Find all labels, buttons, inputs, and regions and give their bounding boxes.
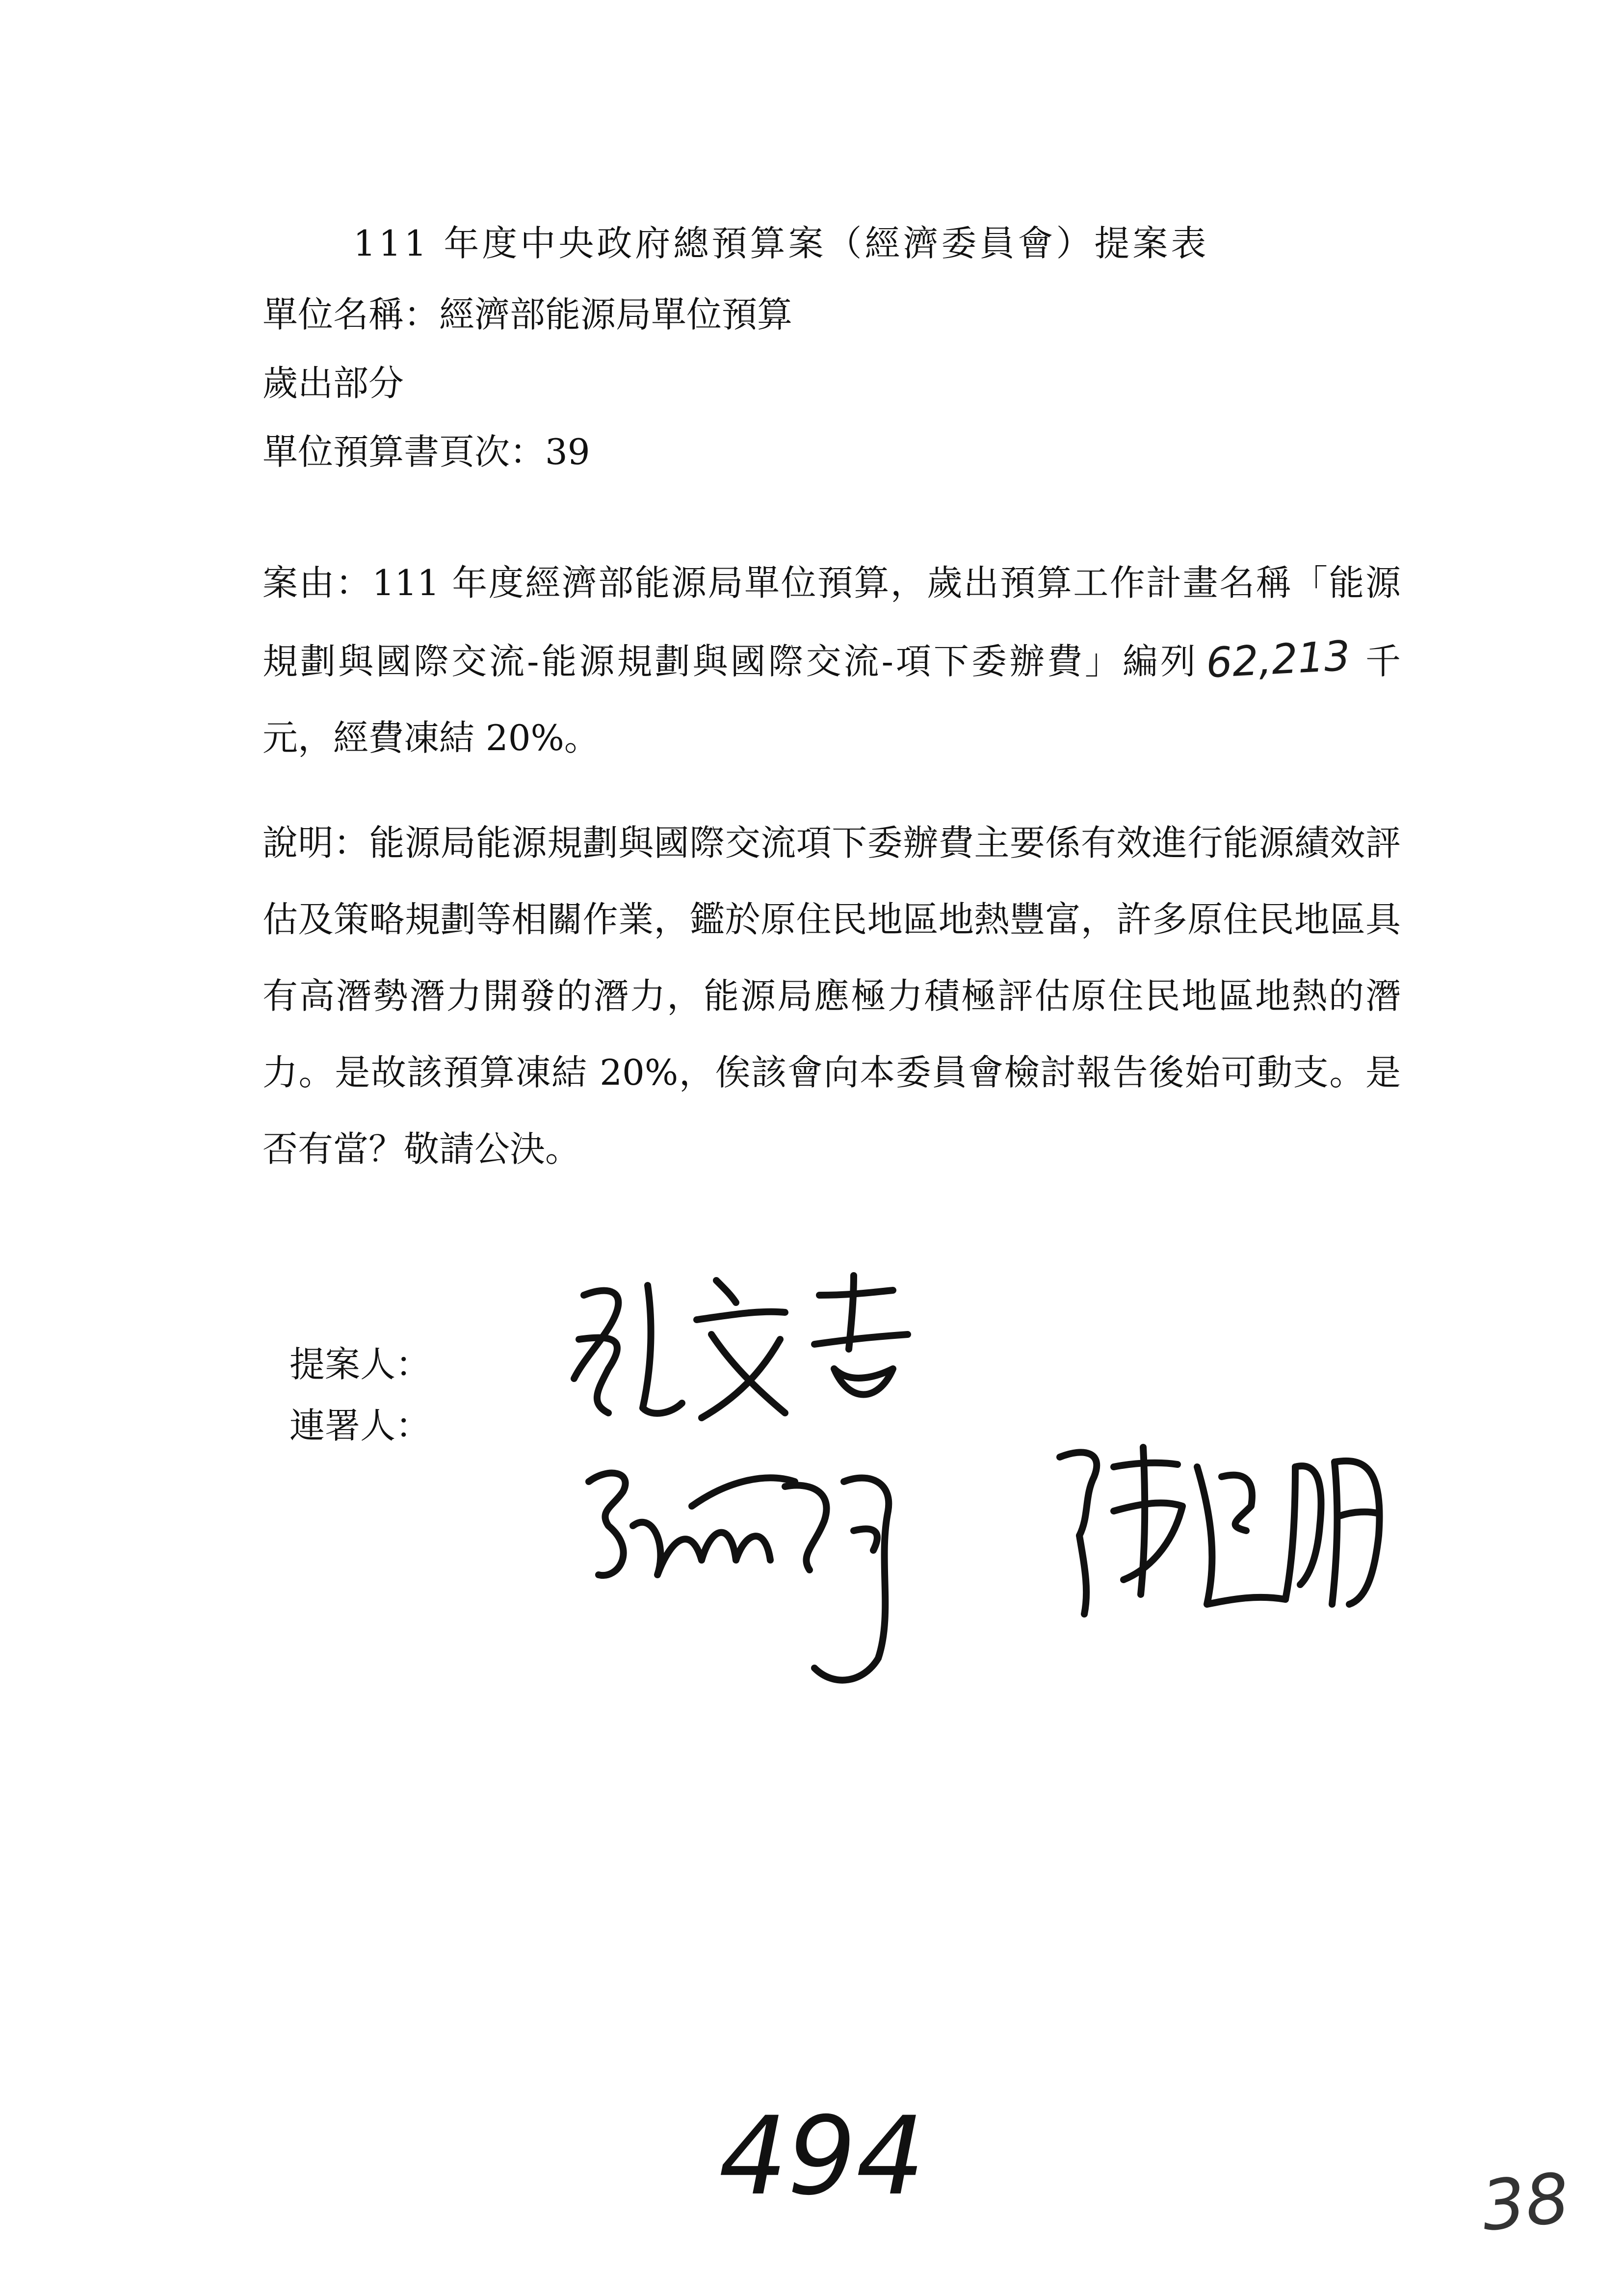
proposer-signature [554,1266,947,1442]
handwritten-amount: 62,213 [1205,631,1352,687]
corner-page-number: 38 [1477,2158,1573,2247]
budget-page-reference: 單位預算書頁次：39 [262,431,590,472]
unit-name: 單位名稱：經濟部能源局單位預算 [262,294,793,335]
proposal-title: 111 年度中央政府總預算案（經濟委員會）提案表 [353,223,1209,264]
proposal-explanation: 說明：能源局能源規劃與國際交流項下委辦費主要係有效進行能源績效評估及策略規劃等相關作業，鑑於原住民地區地熱豐富，許多原住民地區具有高潛勢潛力開發的潛力，能源局應極力積極評估原住民地區地熱的潛力。是故該預算凍結 20%，俟該會向本委員會檢討報告後始可動支。是否有當？敬請公決。 [262,822,1401,1170]
proposer-label: 提案人： [289,1344,431,1385]
reason-text-end: 千元，經費凍結 20%。 [262,641,1401,758]
cosigner-signature-1 [579,1452,962,1707]
expenditure-section: 歲出部分 [262,363,404,404]
reason-text-start: 案由：111 年度經濟部能源局單位預算，歲出預算工作計畫名稱「能源規劃與國際交流-能源規劃與國際交流-項下委辦費」編列 [262,562,1401,682]
proposal-reason [262,545,1401,776]
cosigner-label: 連署人： [289,1405,431,1446]
handwritten-page-number: 494 [719,2093,925,2219]
cosigner-signature-2 [1050,1437,1403,1624]
